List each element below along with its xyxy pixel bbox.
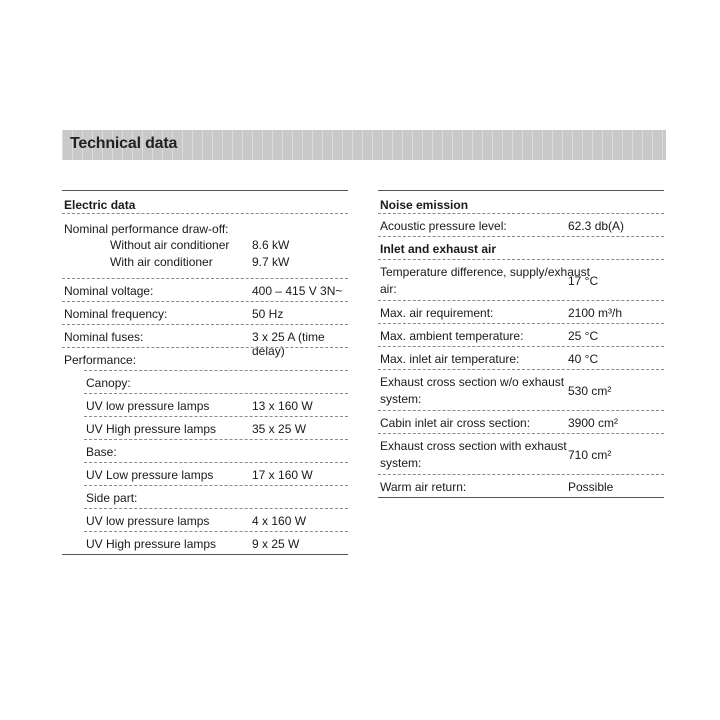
electric-data-heading: Electric data	[64, 198, 136, 212]
row-value: 530 cm²	[568, 384, 612, 398]
base-label: Base:	[86, 445, 117, 459]
base-row	[84, 439, 348, 462]
row-value: 4 x 160 W	[252, 514, 307, 528]
row-label-line2: air:	[380, 282, 397, 296]
row-label: UV High pressure lamps	[86, 422, 217, 436]
section-banner	[62, 130, 666, 160]
row-label-line1: Max. air requirement:	[380, 306, 494, 320]
side-uv-low-row	[84, 508, 348, 531]
nominal-performance-label: Nominal performance draw-off:	[64, 222, 229, 236]
row-value: 9 x 25 W	[252, 537, 300, 551]
canopy-label: Canopy:	[86, 376, 131, 390]
acoustic-value: 62.3 db(A)	[568, 219, 625, 233]
performance-label: Performance:	[64, 353, 137, 367]
row-label-line1: Exhaust cross section w/o exhaust	[380, 375, 565, 389]
row-value: 40 °C	[568, 352, 599, 366]
row-value: 400 – 415 V 3N~	[252, 284, 343, 298]
row-value: Possible	[568, 480, 614, 494]
acoustic-pressure-row	[378, 213, 664, 236]
side-uv-high-row	[84, 531, 348, 554]
noise-inlet-table	[378, 190, 664, 499]
spec-row	[378, 300, 664, 323]
spec-row	[378, 323, 664, 346]
with-ac-value: 9.7 kW	[252, 255, 290, 269]
row-value: 3 x 25 A (time delay)	[252, 330, 325, 358]
page-title: Technical data	[70, 135, 178, 152]
inlet-heading-row	[378, 236, 664, 259]
canopy-uv-high-row	[84, 416, 348, 439]
row-value: 17 °C	[568, 274, 599, 288]
row-value: 13 x 160 W	[252, 399, 313, 413]
side-part-label: Side part:	[86, 491, 138, 505]
row-label-line2: system:	[380, 392, 422, 406]
row-label-line1: Temperature difference, supply/exhaust	[380, 265, 590, 279]
table-bottom-rule	[62, 554, 348, 556]
row-label: UV low pressure lamps	[86, 514, 210, 528]
row-label: Nominal fuses:	[64, 330, 144, 344]
row-label: Nominal frequency:	[64, 307, 168, 321]
spec-row	[378, 433, 664, 474]
with-ac-label: With air conditioner	[110, 255, 213, 269]
row-label-line1: Warm air return:	[380, 480, 467, 494]
row-value: 25 °C	[568, 329, 599, 343]
spec-row	[378, 474, 664, 497]
noise-emission-heading: Noise emission	[380, 198, 469, 212]
table-bottom-rule	[378, 497, 664, 499]
row-label-line2: system:	[380, 456, 422, 470]
row-label: UV Low pressure lamps	[86, 468, 214, 482]
without-ac-value: 8.6 kW	[252, 238, 290, 252]
row-value: 2100 m³/h	[568, 306, 623, 320]
row-label: Nominal voltage:	[64, 284, 154, 298]
spec-row	[378, 410, 664, 433]
row-label-line1: Max. inlet air temperature:	[380, 352, 520, 366]
performance-row	[62, 347, 348, 370]
nominal-performance-row	[62, 213, 348, 278]
noise-heading-row	[378, 190, 664, 213]
row-value: 50 Hz	[252, 307, 284, 321]
row-label: UV High pressure lamps	[86, 537, 217, 551]
spec-row	[378, 259, 664, 300]
nominal-fuses-row	[62, 324, 348, 358]
nominal-frequency-row	[62, 301, 348, 324]
row-value: 17 x 160 W	[252, 468, 313, 482]
row-value: 35 x 25 W	[252, 422, 307, 436]
inlet-exhaust-heading: Inlet and exhaust air	[380, 242, 497, 256]
electric-data-table	[62, 190, 348, 556]
row-label-line1: Exhaust cross section with exhaust	[380, 439, 567, 453]
row-value: 710 cm²	[568, 448, 612, 462]
without-ac-label: Without air conditioner	[110, 238, 230, 252]
side-part-row	[84, 485, 348, 508]
row-label-line1: Cabin inlet air cross section:	[380, 416, 531, 430]
base-uv-low-row	[84, 462, 348, 485]
acoustic-label: Acoustic pressure level:	[380, 219, 507, 233]
row-value: 3900 cm²	[568, 416, 619, 430]
spec-row	[378, 346, 664, 369]
canopy-uv-low-row	[84, 393, 348, 416]
nominal-voltage-row	[62, 278, 348, 301]
electric-data-heading-row	[62, 190, 348, 213]
row-label: UV low pressure lamps	[86, 399, 210, 413]
row-label-line1: Max. ambient temperature:	[380, 329, 524, 343]
spec-row	[378, 369, 664, 410]
canopy-row	[84, 370, 348, 393]
